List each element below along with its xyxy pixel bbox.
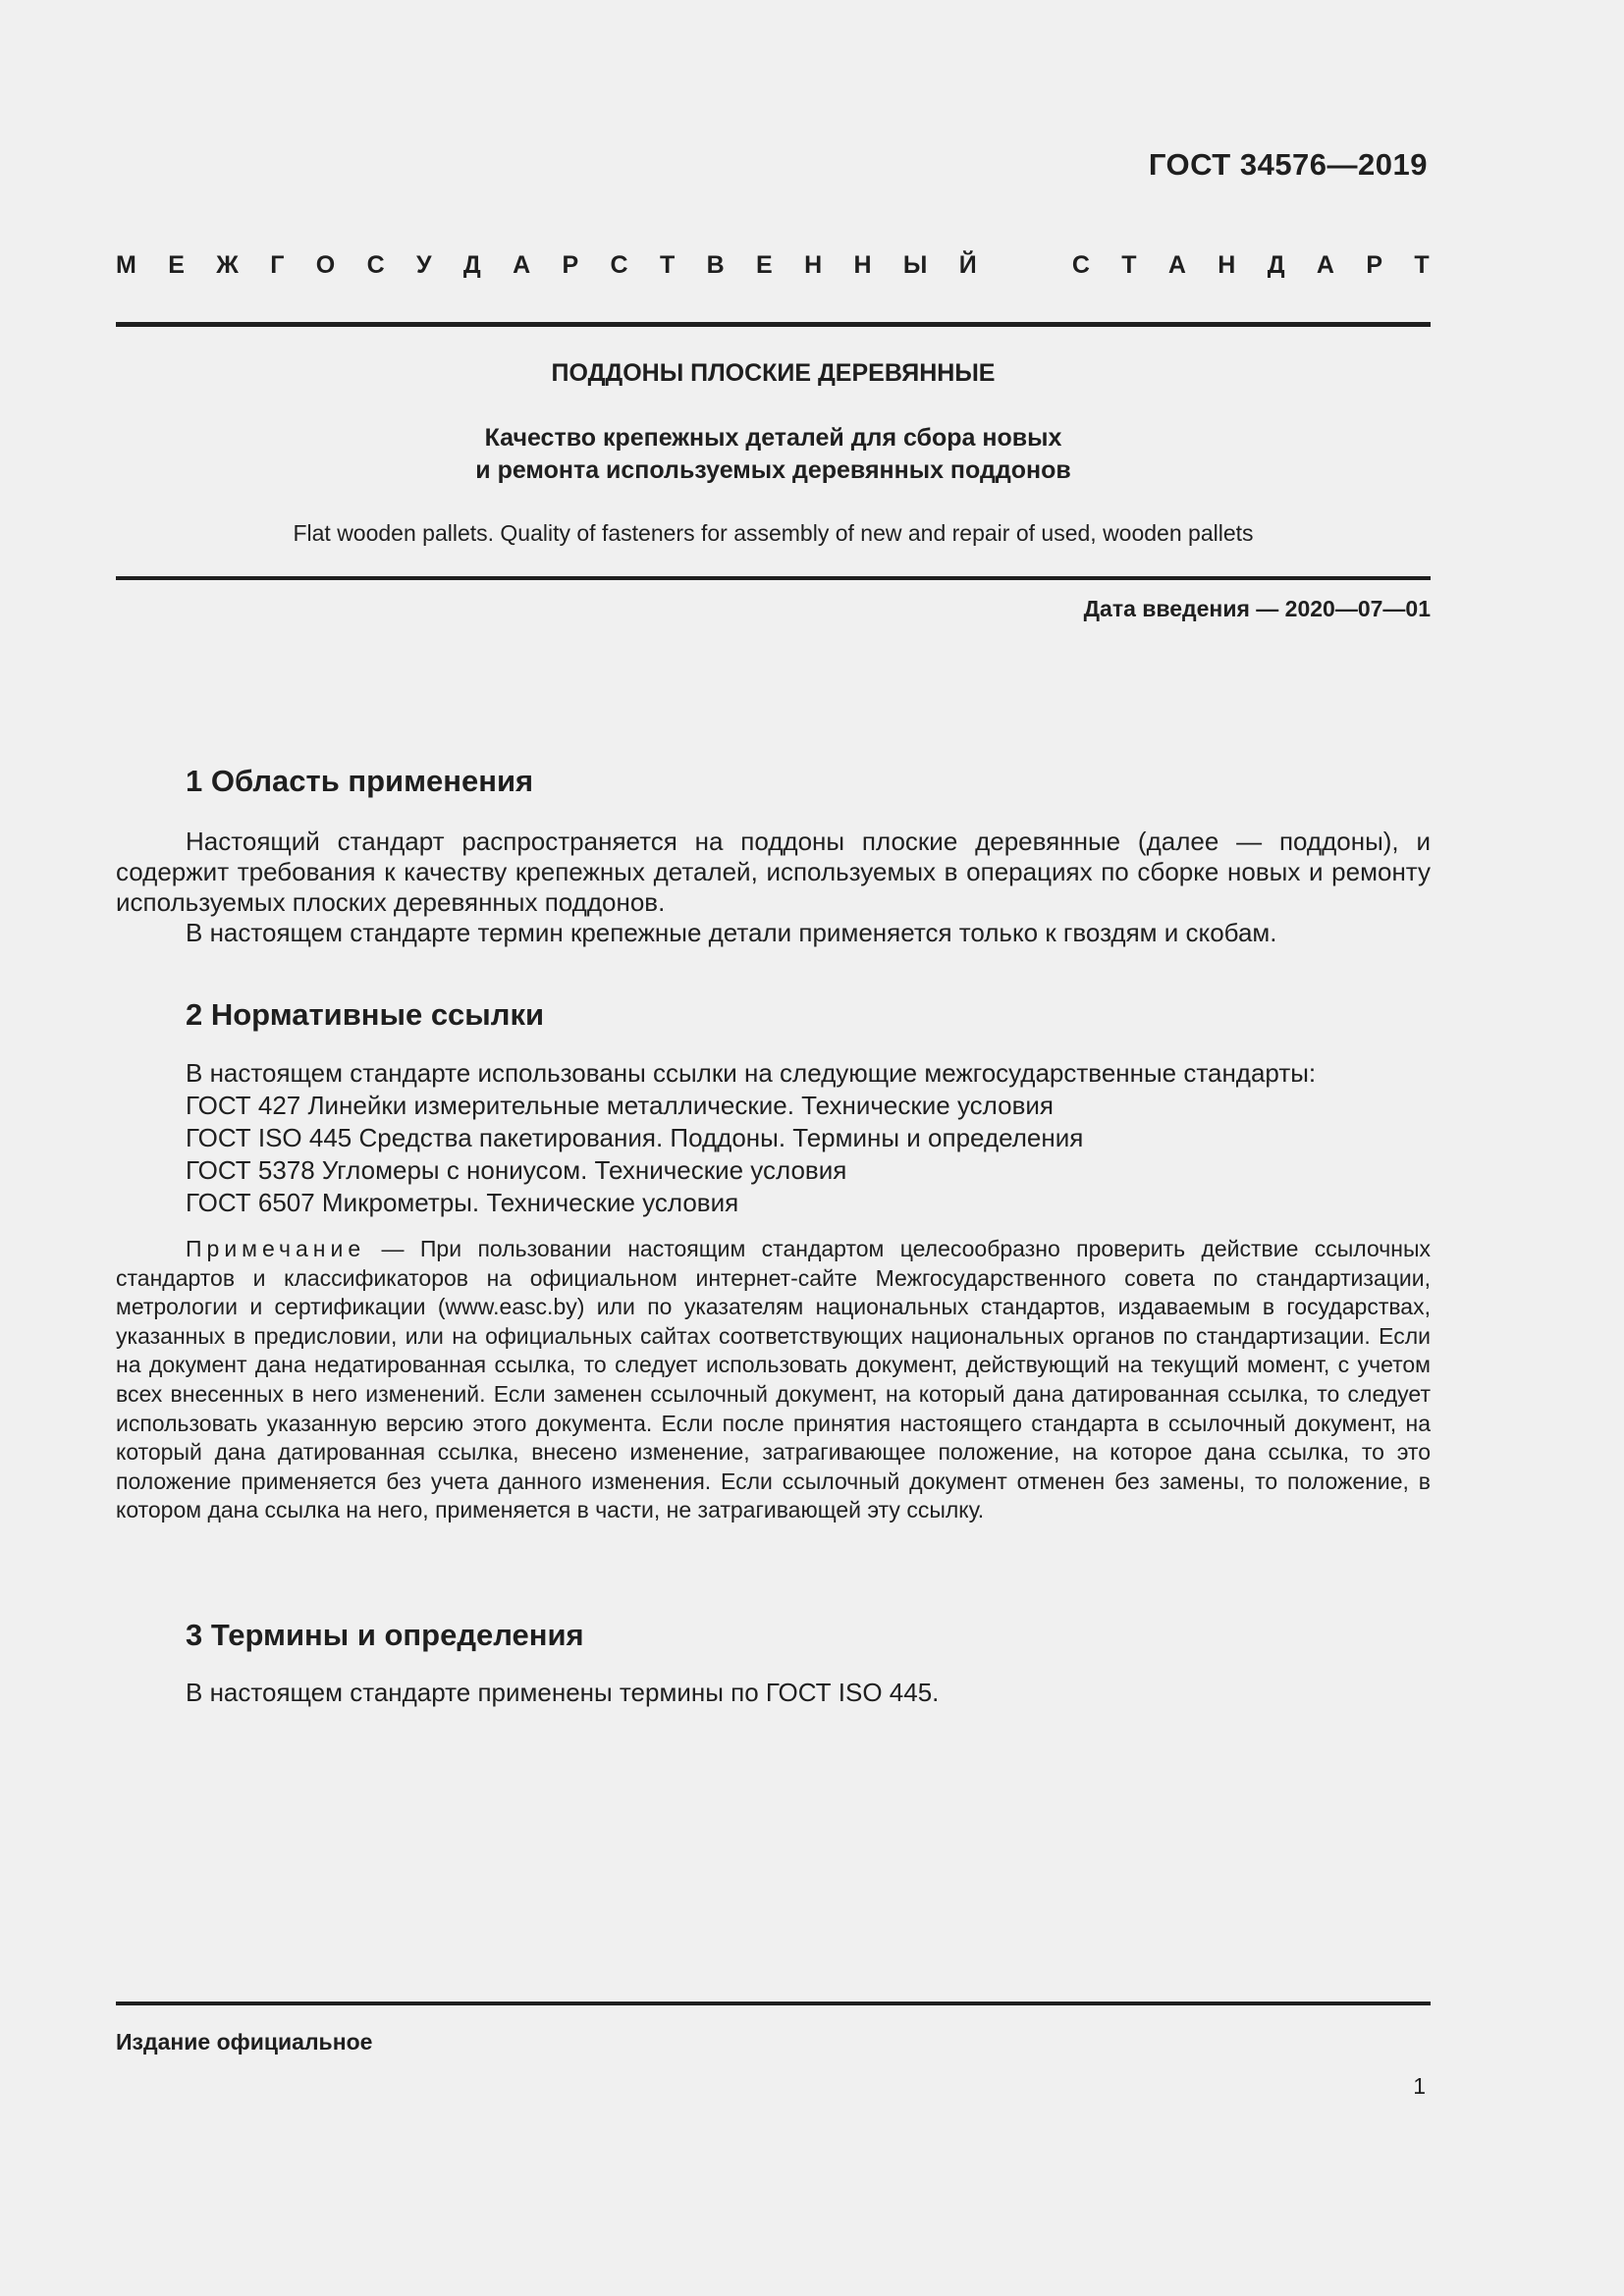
- paragraph: В настоящем стандарте применены термины по ГОСТ ISO 445.: [186, 1678, 940, 1707]
- banner-letter: Т: [1121, 251, 1137, 279]
- banner-letter: Р: [1366, 251, 1382, 279]
- english-title: Flat wooden pallets. Quality of fasteners for assembly of new and repair of used, wooden pallets: [293, 520, 1254, 546]
- paragraph: Настоящий стандарт распространяется на поддоны плоские деревянные (далее — поддоны), и содержит требования к качеству крепежных деталей, используемых в операциях по сборке новых и ремонту используемых плоских деревянных поддонов.: [116, 827, 1431, 917]
- standard-number: ГОСТ 34576—2019: [1148, 147, 1428, 182]
- section-body-scope: [116, 827, 1431, 948]
- banner-letter: Й: [958, 251, 977, 279]
- paragraph: В настоящем стандарте термин крепежные детали применяется только к гвоздям и скобам.: [186, 918, 1277, 947]
- header-divider: [116, 322, 1431, 327]
- subtitle-line: Качество крепежных деталей для сбора новых: [484, 424, 1062, 452]
- banner-letter: С: [1071, 251, 1090, 279]
- section-heading-terms: 3 Термины и определения: [186, 1618, 584, 1652]
- banner-letter: Г: [270, 251, 285, 279]
- banner-letter: Т: [1414, 251, 1430, 279]
- reference-item: ГОСТ ISO 445 Средства пакетирования. Поддоны. Термины и определения: [186, 1123, 1084, 1152]
- document-title: ПОДДОНЫ ПЛОСКИЕ ДЕРЕВЯННЫЕ: [551, 359, 996, 387]
- banner-letter: М: [116, 251, 136, 279]
- banner-letter: Т: [659, 251, 676, 279]
- banner-letter: Е: [756, 251, 773, 279]
- document-subtitle: [116, 422, 1431, 487]
- banner-letter: У: [415, 251, 432, 279]
- banner-letter: Р: [562, 251, 579, 279]
- note-label: Примечание: [186, 1236, 366, 1261]
- footer-divider: [116, 2002, 1431, 2005]
- note-text: — При пользовании настоящим стандартом целесообразно проверить действие ссылочных стандартов и классификаторов на официальном интернет-сайте Межгосударственного совета по стандартизации, метрологии и сертификации (www.easc.by) или по указателям национальных стандартов, издаваемым в государствах, указанных в предисловии, или на официальных сайтах соответствующих национальных органов по стандартизации. Если на документ дана недатированная ссылка, то следует использовать документ, действующий на текущий момент, с учетом всех внесенных в него изменений. Если заменен ссылочный документ, на который дана датированная ссылка, то следует использовать указанную версию этого документа. Если после принятия настоящего стандарта в ссылочный документ, на который дана датированная ссылка, внесено изменение, затрагивающее положение, на которое дана ссылка, то это положение применяется без учета данного изменения. Если ссылочный документ отменен без замены, то положение, в котором дана ссылка на него, применяется в части, не затрагивающей эту ссылку.: [116, 1236, 1431, 1523]
- paragraph: В настоящем стандарте использованы ссылки на следующие межгосударственные стандарты:: [186, 1058, 1317, 1088]
- section-body-references: [116, 1057, 1431, 1219]
- banner-letter: Ж: [216, 251, 239, 279]
- subtitle-line: и ремонта используемых деревянных поддонов: [475, 456, 1071, 484]
- banner-letter: Е: [168, 251, 185, 279]
- title-divider: [116, 576, 1431, 580]
- note-block: [116, 1235, 1431, 1525]
- section-heading-scope: 1 Область применения: [186, 764, 534, 798]
- introduction-date: Дата введения — 2020—07—01: [1083, 596, 1431, 621]
- reference-item: ГОСТ 427 Линейки измерительные металлические. Технические условия: [186, 1091, 1054, 1120]
- banner-letter: А: [1167, 251, 1186, 279]
- page-number: 1: [1413, 2073, 1426, 2099]
- section-body-terms: [116, 1678, 1431, 1708]
- interstate-standard-banner: [116, 251, 1430, 280]
- banner-letter: С: [610, 251, 628, 279]
- banner-letter: Н: [804, 251, 823, 279]
- banner-letter: О: [315, 251, 336, 279]
- banner-letter: А: [1316, 251, 1334, 279]
- reference-item: ГОСТ 6507 Микрометры. Технические условия: [186, 1188, 739, 1217]
- reference-item: ГОСТ 5378 Угломеры с нониусом. Технические условия: [186, 1155, 847, 1185]
- banner-letter: С: [366, 251, 385, 279]
- banner-letter: Ы: [902, 251, 928, 279]
- banner-letter: В: [706, 251, 725, 279]
- banner-letter: Н: [853, 251, 872, 279]
- banner-letter: А: [513, 251, 531, 279]
- banner-letter: Н: [1218, 251, 1236, 279]
- banner-letter: Д: [462, 251, 481, 279]
- section-heading-references: 2 Нормативные ссылки: [186, 997, 545, 1032]
- edition-label: Издание официальное: [116, 2029, 373, 2055]
- banner-letter: Д: [1267, 251, 1285, 279]
